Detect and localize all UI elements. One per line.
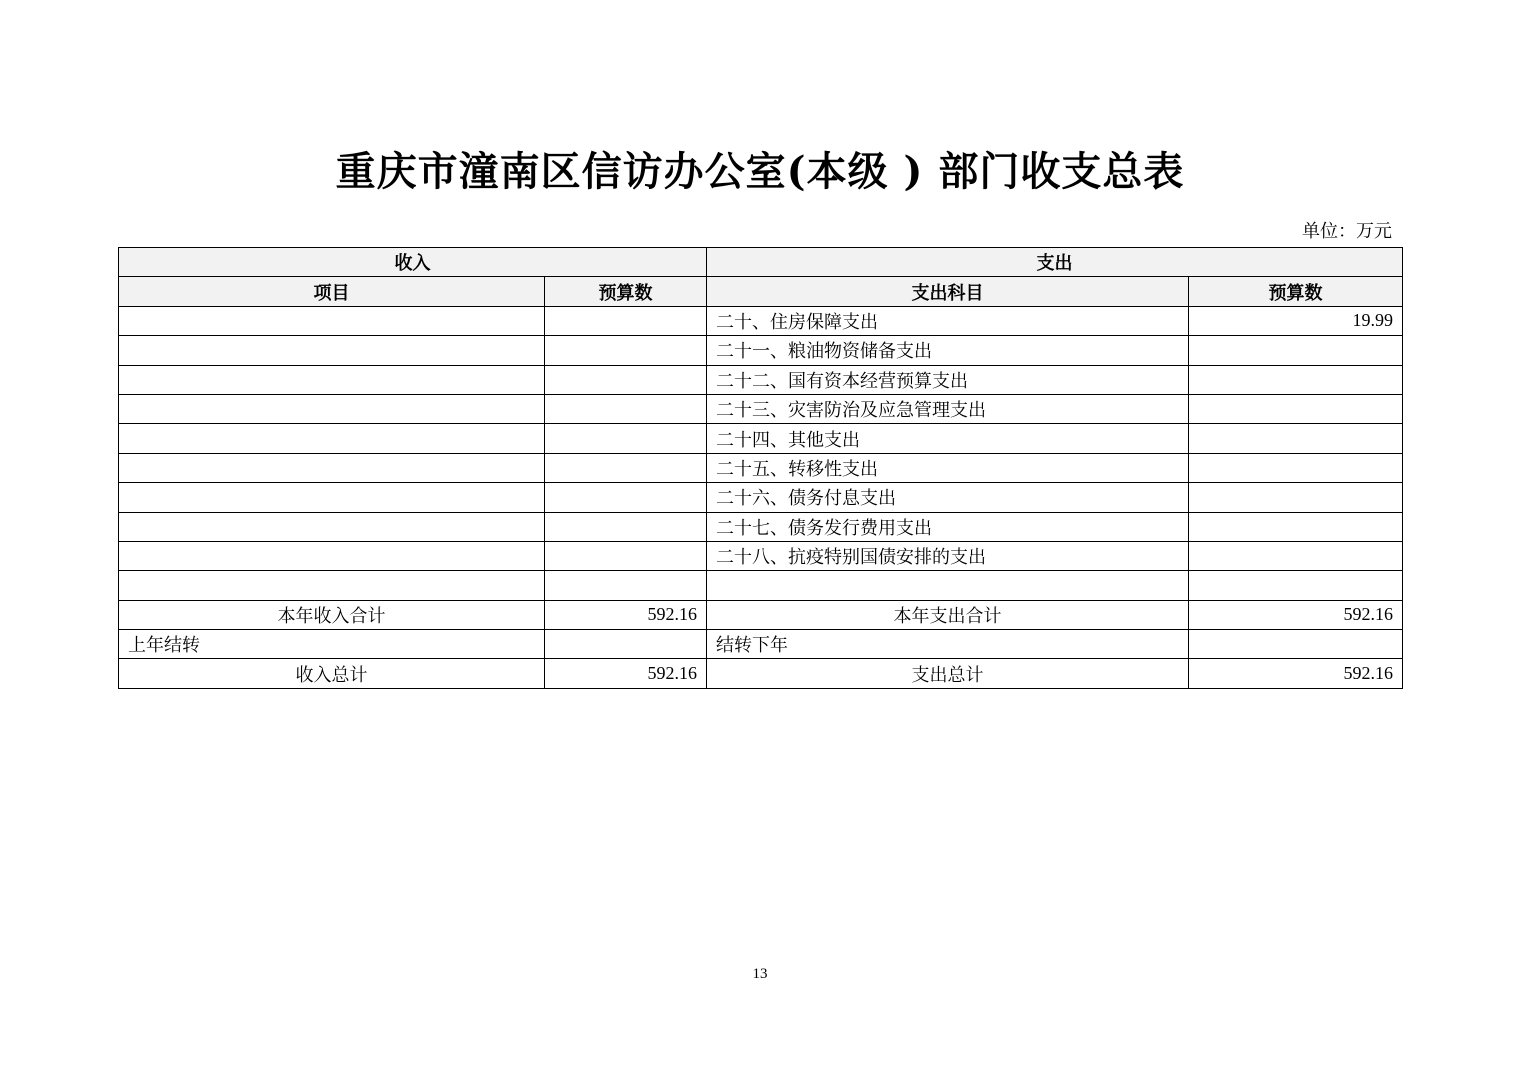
expense-value-cell: 19.99	[1189, 306, 1403, 335]
expense-item-cell: 二十、住房保障支出	[707, 306, 1189, 335]
table-row	[119, 571, 1403, 600]
table-row	[119, 424, 1403, 453]
income-value-cell	[545, 336, 707, 365]
income-item-cell	[119, 365, 545, 394]
expense-value-cell	[1189, 541, 1403, 570]
income-value-cell	[545, 394, 707, 423]
income-value-cell	[545, 483, 707, 512]
expense-item-cell: 二十四、其他支出	[707, 424, 1189, 453]
grand-total-row	[119, 659, 1403, 688]
column-header-row	[119, 277, 1403, 306]
expense-item-cell: 二十八、抗疫特别国债安排的支出	[707, 541, 1189, 570]
budget-summary-table	[118, 247, 1403, 689]
carryover-in-label: 上年结转	[119, 630, 545, 659]
income-item-cell	[119, 306, 545, 335]
table-row	[119, 365, 1403, 394]
group-header-row	[119, 248, 1403, 277]
expense-subject-header: 支出科目	[707, 277, 1189, 306]
unit-label: 单位：万元	[1302, 221, 1392, 242]
table-row	[119, 483, 1403, 512]
table-totals	[119, 600, 1403, 688]
table-row	[119, 512, 1403, 541]
expense-total-label: 支出总计	[707, 659, 1189, 688]
expense-item-cell: 二十二、国有资本经营预算支出	[707, 365, 1189, 394]
income-value-cell	[545, 571, 707, 600]
table-body	[119, 306, 1403, 600]
expense-item-cell	[707, 571, 1189, 600]
year-expense-label: 本年支出合计	[707, 600, 1189, 629]
income-group-header: 收入	[119, 248, 707, 277]
expense-value-cell	[1189, 453, 1403, 482]
income-item-cell	[119, 336, 545, 365]
expense-value-cell	[1189, 365, 1403, 394]
income-budget-header: 预算数	[545, 277, 707, 306]
table-row	[119, 541, 1403, 570]
income-item-cell	[119, 483, 545, 512]
carryover-out-value	[1189, 630, 1403, 659]
expense-value-cell	[1189, 483, 1403, 512]
expense-item-cell: 二十三、灾害防治及应急管理支出	[707, 394, 1189, 423]
income-item-cell	[119, 394, 545, 423]
income-value-cell	[545, 365, 707, 394]
expense-value-cell	[1189, 336, 1403, 365]
expense-item-cell: 二十七、债务发行费用支出	[707, 512, 1189, 541]
income-item-cell	[119, 424, 545, 453]
table-row	[119, 306, 1403, 335]
expense-item-cell: 二十一、粮油物资储备支出	[707, 336, 1189, 365]
income-value-cell	[545, 541, 707, 570]
expense-total-value: 592.16	[1189, 659, 1403, 688]
expense-value-cell	[1189, 512, 1403, 541]
income-total-label: 收入总计	[119, 659, 545, 688]
expense-budget-header: 预算数	[1189, 277, 1403, 306]
income-item-cell	[119, 512, 545, 541]
expense-item-cell: 二十五、转移性支出	[707, 453, 1189, 482]
expense-value-cell	[1189, 394, 1403, 423]
expense-value-cell	[1189, 424, 1403, 453]
expense-value-cell	[1189, 571, 1403, 600]
carryover-row	[119, 630, 1403, 659]
expense-item-cell: 二十六、债务付息支出	[707, 483, 1189, 512]
expense-group-header: 支出	[707, 248, 1403, 277]
income-item-cell	[119, 453, 545, 482]
income-value-cell	[545, 306, 707, 335]
income-total-value: 592.16	[545, 659, 707, 688]
income-item-header: 项目	[119, 277, 545, 306]
table-row	[119, 394, 1403, 423]
table-row	[119, 336, 1403, 365]
carryover-in-value	[545, 630, 707, 659]
year-total-row	[119, 600, 1403, 629]
page-number: 13	[752, 966, 768, 982]
income-item-cell	[119, 571, 545, 600]
year-income-value: 592.16	[545, 600, 707, 629]
carryover-out-label: 结转下年	[707, 630, 1189, 659]
income-item-cell	[119, 541, 545, 570]
year-expense-value: 592.16	[1189, 600, 1403, 629]
year-income-label: 本年收入合计	[119, 600, 545, 629]
page-title: 重庆市潼南区信访办公室(本级 ) 部门收支总表	[335, 148, 1185, 195]
income-value-cell	[545, 512, 707, 541]
table-row	[119, 453, 1403, 482]
income-value-cell	[545, 424, 707, 453]
income-value-cell	[545, 453, 707, 482]
